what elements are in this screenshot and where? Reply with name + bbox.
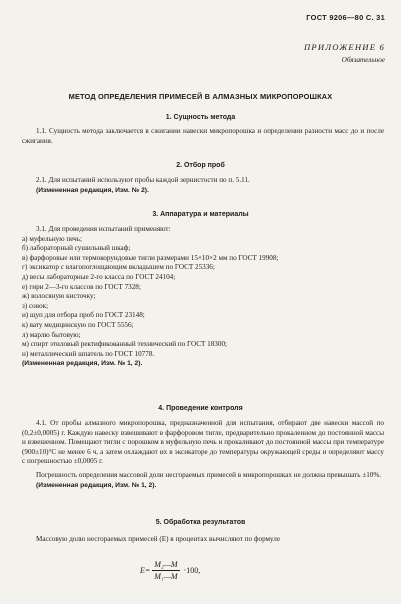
formula-rest: ·100, [183, 566, 201, 575]
section-heading-1: 1. Сущность метода [165, 114, 236, 121]
formula-numerator: M₂—M [154, 560, 178, 569]
appendix-subtitle: Обязательное [341, 56, 385, 64]
list-item: б) лабораторный сушильный шкаф; [22, 244, 131, 253]
change-note: (Измененная редакция, Изм. № 1, 2). [22, 360, 143, 368]
formula-fraction [152, 560, 179, 581]
list-item: и) щуп для отбора проб по ГОСТ 23148; [22, 311, 145, 320]
list-item: л) марлю бытовую; [22, 330, 81, 339]
section-heading-5: 5. Обработка результатов [155, 519, 246, 526]
list-item: д) весы лабораторные 2-го класса по ГОСТ 24104; [22, 272, 176, 281]
section-body-1 [22, 127, 384, 146]
appendix-title: ПРИЛОЖЕНИЕ 6 [304, 42, 385, 52]
paragraph: Погрешность определения массовой доли несгораемых примесей в микропорошках не должна превышать ±10%. [36, 470, 382, 479]
document-title: МЕТОД ОПРЕДЕЛЕНИЯ ПРИМЕСЕЙ В АЛМАЗНЫХ МИКРОПОРОШКАХ [68, 92, 333, 101]
section-heading-2: 2. Отбор проб [176, 162, 225, 169]
list-item: н) металлический шпатель по ГОСТ 10778. [22, 349, 155, 358]
paragraph: Массовую долю несгораемых примесей (E) в процентах вычисляют по формуле [36, 535, 281, 543]
list-item: ж) волосяную кисточку; [22, 292, 96, 301]
list-item: м) спирт этиловый ректификованный технический по ГОСТ 18300; [22, 340, 227, 349]
change-note: (Измененная редакция, Изм. № 2). [36, 186, 149, 194]
formula-lhs: E= [140, 566, 151, 575]
formula [140, 560, 200, 581]
paragraph: 3.1. Для проведения испытаний применяют: [36, 225, 171, 233]
page-header: ГОСТ 9206—80 С. 31 [306, 13, 385, 22]
list-item: а) муфельную печь; [22, 234, 83, 243]
section-heading-4: 4. Проведение контроля [158, 405, 243, 412]
change-note: (Измененная редакция, Изм. № 1, 2). [36, 481, 157, 489]
section-body-2 [22, 176, 384, 195]
list-item: г) эксикатор с влагопоглощающим вкладышем по ГОСТ 25336; [22, 263, 215, 272]
section-heading-3: 3. Аппаратура и материалы [152, 211, 249, 218]
section-body-4 [22, 419, 384, 490]
paragraph: 1.1. Сущность метода заключается в сжигании навески микропорошка и определении разности масс до и после сжигания. [22, 127, 384, 145]
list-item: з) совок; [22, 301, 49, 310]
list-item: е) гири 2—3-го классов по ГОСТ 7328; [22, 282, 141, 291]
paragraph: 2.1. Для испытаний используют пробы каждой зернистости по п. 5.11. [36, 176, 250, 184]
paragraph: 4.1. От пробы алмазного микропорошка, предназначенной для испытания, отбирают две навески массой по (0,2±0,0005) г. Каждую навеску взвешивают в фарфоровом тигле, предварительно прокаленном до постоянной массы и взвешенном. Помещают тигли с порошком в муфельную печь и прокаливают до постоянной массы при температуре (900±10)°С не менее 6 ч, а затем охлаждают их в эксикаторе до температуры окружающей среды и определяют массу с погрешностью ±0,0005 г. [22, 419, 384, 466]
formula-denominator: M₁—M [154, 572, 178, 581]
list-item: к) вату медицинскую по ГОСТ 5556; [22, 320, 134, 329]
appendix-label [304, 42, 385, 64]
list-item: в) фарфоровые или термокорундовые тигли размерами 15×10×2 мм по ГОСТ 19908; [22, 253, 279, 262]
section-body-3 [22, 225, 384, 369]
section-body-5 [22, 535, 384, 545]
